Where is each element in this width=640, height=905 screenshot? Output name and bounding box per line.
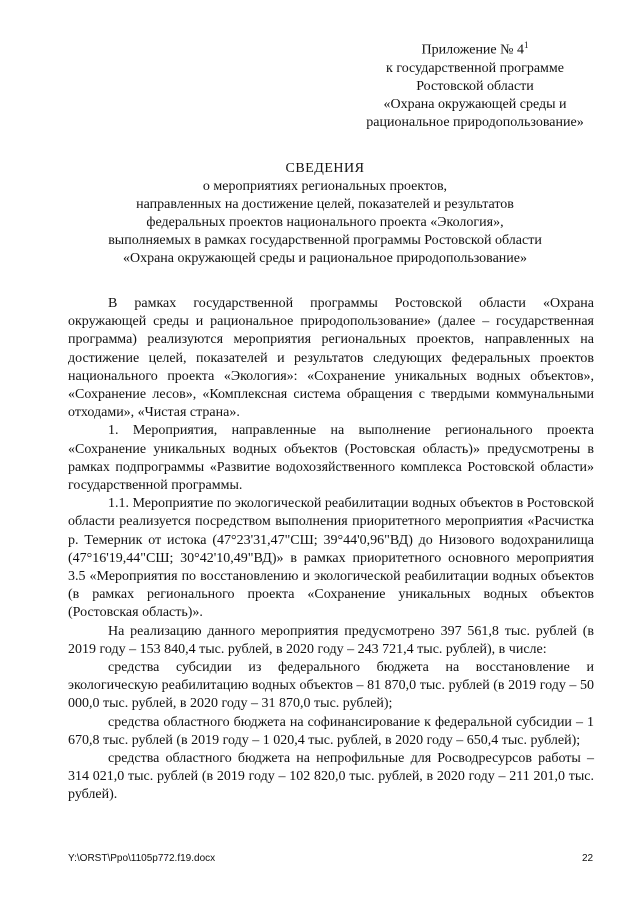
paragraph: На реализацию данного мероприятия предусмотрено 397 561,8 тыс. рублей (в 2019 году – 153 840,4 тыс. рублей, в 2020 году – 243 721,4 тыс. рублей), в числе: (68, 623, 594, 657)
appendix-line: к государственной программе (386, 60, 564, 76)
footer-file-path: Y:\ORST\Ppo\1105p772.f19.docx (68, 853, 216, 864)
appendix-line: «Охрана окружающей среды и (383, 96, 567, 112)
paragraph: средства областного бюджета на софинансирование к федеральной субсидии – 1 670,8 тыс. рублей (в 2019 году – 1 020,4 тыс. рублей, в 2020 году – 650,4 тыс. рублей); (68, 714, 594, 748)
heading-line: о мероприятиях региональных проектов, (202, 179, 448, 194)
paragraph: средства областного бюджета на непрофильные для Росводресурсов работы – 314 021,0 тыс. рублей (в 2019 году – 102 820,0 тыс. рублей, в 2020 году – 211 201,0 тыс. рублей). (68, 751, 594, 803)
paragraph: средства субсидии из федерального бюджета на восстановление и экологическую реабилитацию водных объектов – 81 870,0 тыс. рублей (в 2019 году – 50 000,0 тыс. рублей, в 2020 году – 31 870,0 тыс. рублей); (68, 660, 594, 712)
document-heading (60, 160, 590, 268)
appendix-line: рациональное природопользование» (366, 114, 584, 130)
heading-line: «Охрана окружающей среды и рациональное природопользование» (122, 251, 527, 266)
document-body (68, 295, 594, 805)
document-title: СВЕДЕНИЯ (285, 161, 365, 176)
page-number: 22 (582, 853, 594, 864)
appendix-number: Приложение № $4^1$ (421, 40, 529, 58)
paragraph: 1.1. Мероприятие по экологической реабилитации водных объектов в Ростовской области реализуется посредством выполнения приоритетного мероприятия «Расчистка р. Темерник от истока (47°23'31,47"СШ; 39°44'0,96"ВД) до Низового водохранилища (47°16'19,44"СШ; 30°42'10,49"ВД)» в рамках приоритетного основного мероприятия 3.5 «Мероприятия по восстановлению и экологической реабилитации водных объектов (в рамках регионального проекта «Сохранение уникальных водных объектов (Ростовская область)». (68, 496, 594, 621)
paragraph: 1. Мероприятия, направленные на выполнение регионального проекта «Сохранение уникальных водных объектов (Ростовская область)» предусмотрены в рамках подпрограммы «Развитие водохозяйственного комплекса Ростовской области» государственной программы. (68, 423, 594, 494)
appendix-header (340, 36, 610, 132)
appendix-line: Ростовской области (416, 78, 534, 94)
paragraph: В рамках государственной программы Ростовской области «Охрана окружающей среды и рациональное природопользование» (далее – государственная программа) реализуются мероприятия региональных проектов, направленных на достижение целей, показателей и результатов следующих федеральных проектов национального проекта «Экология»: «Сохранение уникальных водных объектов», «Сохранение лесов», «Комплексная система обращения с твердыми коммунальными отходами», «Чистая страна». (68, 296, 594, 421)
heading-line: направленных на достижение целей, показателей и результатов (136, 197, 514, 212)
heading-line: федеральных проектов национального проекта «Экология», (146, 215, 504, 230)
appendix-footnote-mark: 1 (524, 40, 529, 50)
heading-line: выполняемых в рамках государственной программы Ростовской области (108, 233, 542, 248)
